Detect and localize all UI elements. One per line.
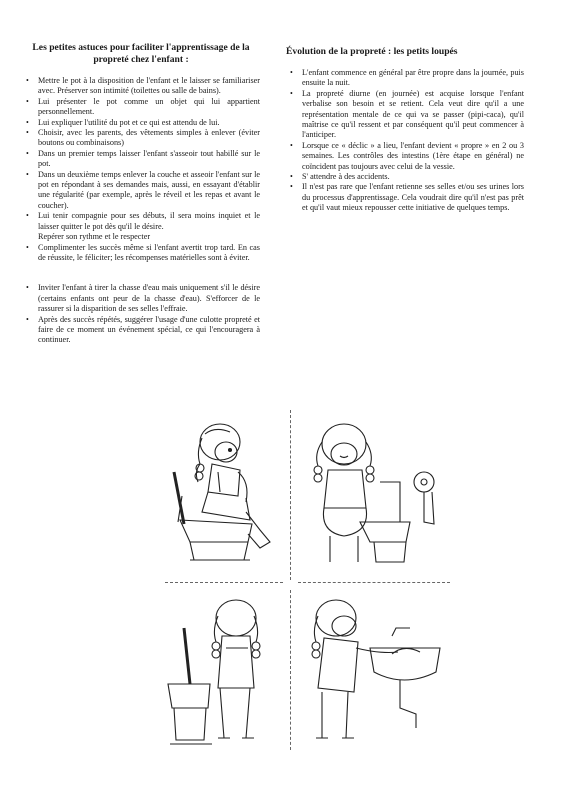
- tips-column: [22, 42, 260, 346]
- list-item: • Après des succès répétés, suggérer l'usage d'une culotte propreté et faire de ce moment un événement spécial, ce qui l'encouragera à continuer.: [22, 315, 260, 346]
- grid-divider-h-right: [298, 582, 450, 583]
- girl-washing-hands-illustration: [300, 588, 450, 758]
- list-item: • Mettre le pot à la disposition de l'enfant et le laisser se familiariser avec. Préserver son intimité (toilettes ou salle de bains).: [22, 76, 260, 97]
- rhythm-note: Repérer son rythme et le respecter: [38, 232, 151, 242]
- list-item: • L'enfant commence en général par être propre dans la journée, puis ensuite la nuit.: [286, 68, 524, 89]
- list-item: • Choisir, avec les parents, des vêtements simples à enlever (éviter boutons ou combinaisons): [22, 128, 260, 149]
- grid-divider-v-top: [290, 410, 291, 580]
- list-item: • Lorsque ce « déclic » a lieu, l'enfant devient « propre » en 2 ou 3 semaines. Les contrôles des intestins (1ère étape en général) ne coïncident pas toujours avec celui de la vessie.: [286, 141, 524, 172]
- list-item: • Dans un premier temps laisser l'enfant s'asseoir tout habillé sur le pot.: [22, 149, 260, 170]
- evolution-column: [286, 46, 524, 214]
- evolution-list: [286, 68, 524, 214]
- evolution-heading: Évolution de la propreté : les petits loupés: [286, 46, 458, 57]
- list-item: • Inviter l'enfant à tirer la chasse d'eau mais uniquement s'il le désire (certains enfants ont peur de la chasse d'eau). S'efforcer de le rassurer si la disparition de ses selles l'effraie.: [22, 283, 260, 314]
- girl-sitting-toilet-illustration: [300, 412, 450, 577]
- tips-heading: Les petites astuces pour faciliter l'apprentissage de la propreté chez l'enfant :: [32, 42, 250, 65]
- list-item: • Lui tenir compagnie pour ses débuts, il sera moins inquiet et le laisser quitter le pot dès qu'il le désire.: [22, 211, 260, 232]
- tips-list-second: [22, 283, 260, 345]
- grid-divider-v-bottom: [290, 590, 291, 750]
- list-item: • S' attendre à des accidents.: [286, 172, 524, 182]
- list-item: • La propreté diurne (en journée) est acquise lorsque l'enfant verbalise son besoin et se retient. Cela veut dire qu'il a une représentation mentale de ce qui va se passer (pipi-caca), qu'il maîtrise ce qu'il ressent et par conséquent qu'il peut commencer à l'anticiper.: [286, 89, 524, 141]
- grid-divider-h-left: [165, 582, 283, 583]
- list-item: • Dans un deuxième temps enlever la couche et asseoir l'enfant sur le pot en répondant à ses demandes mais, aussi, en essayant d'établir une régularité (par exemple, après le réveil et les repas et avant le coucher).: [22, 170, 260, 212]
- girl-standing-by-toilet-illustration: [160, 588, 285, 758]
- tips-list: [22, 76, 260, 232]
- girl-on-potty-illustration: [160, 412, 285, 577]
- list-item: • Lui présenter le pot comme un objet qui lui appartient personnellement.: [22, 97, 260, 118]
- list-item: • Complimenter les succès même si l'enfant avertit trop tard. En cas de réussite, le féliciter; les récompenses matérielles sont à éviter.: [22, 243, 260, 264]
- tips-list-continued: [22, 243, 260, 264]
- list-item: • Il n'est pas rare que l'enfant retienne ses selles et/ou ses urines lors du processus d'apprentissage. Cela voudrait dire qu'il n'est pas prêt et qu'il vaut mieux repousser cette initiative de quelques temps.: [286, 182, 524, 213]
- list-item: • Lui expliquer l'utilité du pot et ce qui est attendu de lui.: [22, 118, 260, 128]
